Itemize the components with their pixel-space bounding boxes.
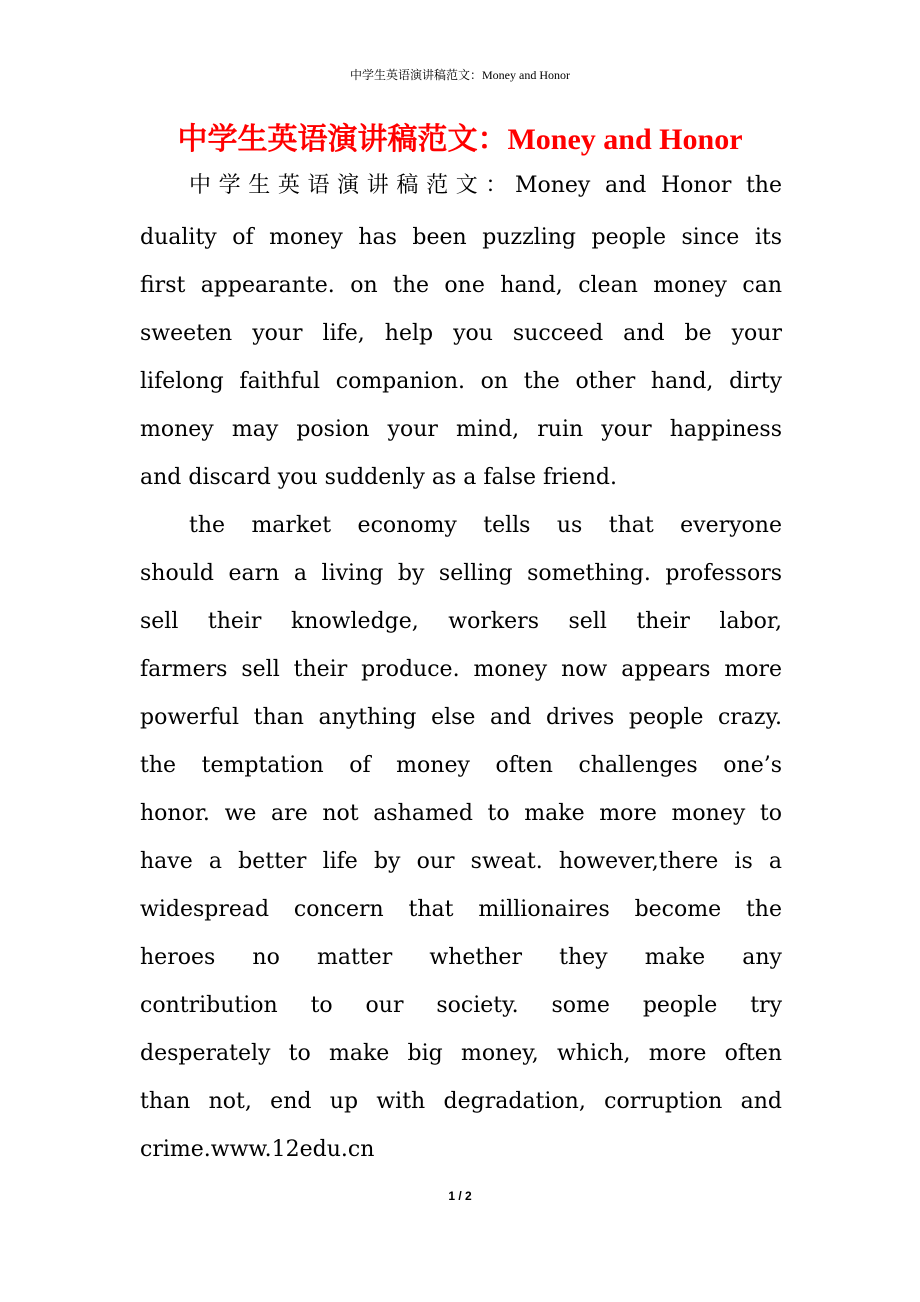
text-line: and discard you suddenly as a false friend. [140, 465, 617, 490]
text-line: farmers sell their produce. money now appears more [140, 657, 782, 682]
text-line: sell their knowledge, workers sell their labor, [140, 609, 782, 634]
document-body [140, 162, 782, 1174]
paragraph [140, 502, 782, 1174]
text-line: powerful than anything else and drives people crazy. [140, 705, 782, 730]
text-line: lifelong faithful companion. on the other hand, dirty [140, 369, 782, 394]
text-line: have a better life by our sweat. however,there is a [140, 849, 782, 874]
text-line: crime.www.12edu.cn [140, 1137, 375, 1162]
text-line: than not, end up with degradation, corruption and [140, 1089, 782, 1114]
paragraph [140, 162, 782, 502]
page-number: 1 / 2 [448, 1189, 472, 1203]
text-line: should earn a living by selling something. professors [140, 561, 782, 586]
text-line: 中学生英语演讲稿范文：Money and Honor the [189, 173, 782, 198]
text-line: first appearante. on the one hand, clean money can [140, 273, 782, 298]
text-line: contribution to our society. some people try [140, 993, 782, 1018]
document-title: 中学生英语演讲稿范文：Money and Honor [177, 123, 743, 156]
text-line: heroes no matter whether they make any [140, 945, 782, 970]
text-line: widespread concern that millionaires become the [140, 897, 782, 922]
text-line: the market economy tells us that everyone [189, 513, 782, 538]
text-line: sweeten your life, help you succeed and be your [140, 321, 782, 346]
text-line: the temptation of money often challenges one’s [140, 753, 782, 778]
page-header: 中学生英语演讲稿范文：Money and Honor [350, 68, 570, 82]
text-line: duality of money has been puzzling people since its [140, 225, 782, 250]
text-line: money may posion your mind, ruin your happiness [140, 417, 782, 442]
text-line: desperately to make big money, which, more often [140, 1041, 782, 1066]
text-line: honor. we are not ashamed to make more money to [140, 801, 782, 826]
